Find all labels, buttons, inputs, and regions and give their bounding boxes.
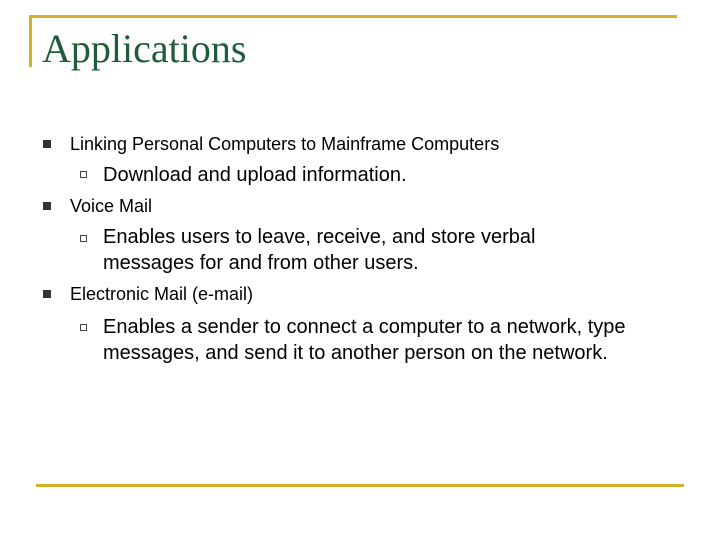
left-accent-rule bbox=[29, 15, 32, 67]
square-bullet-icon bbox=[43, 290, 51, 298]
square-bullet-icon bbox=[43, 140, 51, 148]
subbullet-voice-mail-line-2: messages for and from other users. bbox=[103, 252, 419, 274]
subbullet-email-line-1: Enables a sender to connect a computer to a network, type bbox=[103, 316, 626, 338]
square-bullet-icon bbox=[43, 202, 51, 210]
top-accent-rule bbox=[29, 15, 677, 18]
subbullet-voice-mail-line-1: Enables users to leave, receive, and store verbal bbox=[103, 226, 536, 248]
bottom-accent-rule bbox=[36, 484, 684, 487]
hollow-square-bullet-icon bbox=[80, 171, 87, 178]
bullet-item-electronic-mail: Electronic Mail (e-mail) bbox=[70, 284, 254, 304]
bullet-item-linking-computers: Linking Personal Computers to Mainframe Computers bbox=[70, 134, 500, 154]
hollow-square-bullet-icon bbox=[80, 324, 87, 331]
slide-title: Applications bbox=[42, 26, 247, 71]
subbullet-download-upload: Download and upload information. bbox=[103, 164, 407, 186]
bullet-item-voice-mail: Voice Mail bbox=[70, 196, 153, 216]
hollow-square-bullet-icon bbox=[80, 235, 87, 242]
subbullet-email-line-2: messages, and send it to another person on the network. bbox=[103, 342, 608, 364]
